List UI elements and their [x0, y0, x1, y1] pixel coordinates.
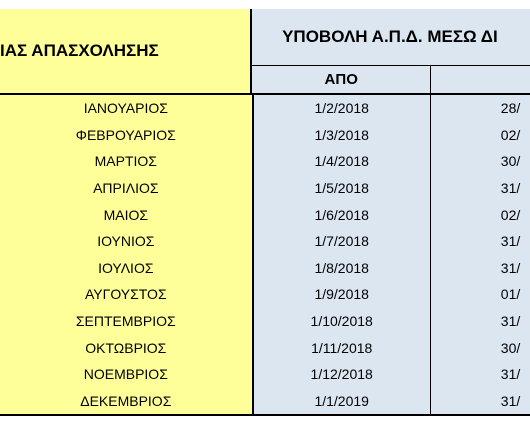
- month-cell[interactable]: ΙΑΝΟΥΑΡΙΟΣ: [0, 95, 253, 122]
- month-cell[interactable]: ΑΥΓΟΥΣΤΟΣ: [0, 281, 253, 308]
- to-date-cell[interactable]: 30/: [430, 148, 530, 175]
- from-date-cell[interactable]: 1/7/2018: [253, 228, 431, 255]
- from-date-cell[interactable]: 1/12/2018: [253, 361, 431, 388]
- table-row: [0, 175, 530, 202]
- month-cell[interactable]: ΑΠΡΙΛΙΟΣ: [0, 175, 253, 202]
- to-date-cell[interactable]: 31/: [430, 388, 530, 416]
- from-date-cell[interactable]: 1/5/2018: [253, 175, 431, 202]
- month-cell[interactable]: ΜΑΙΟΣ: [0, 201, 253, 228]
- month-cell[interactable]: ΙΟΥΝΙΟΣ: [0, 228, 253, 255]
- submission-schedule-table: [0, 9, 530, 95]
- month-cell[interactable]: ΣΕΠΤΕΜΒΡΙΟΣ: [0, 308, 253, 335]
- month-cell[interactable]: ΟΚΤΩΒΡΙΟΣ: [0, 334, 253, 361]
- table-row: [0, 122, 530, 149]
- month-cell[interactable]: ΜΑΡΤΙΟΣ: [0, 148, 253, 175]
- to-date-cell[interactable]: 30/: [430, 334, 530, 361]
- to-date-cell[interactable]: 31/: [430, 255, 530, 282]
- header-from[interactable]: [251, 66, 431, 95]
- to-date-cell[interactable]: 31/: [430, 308, 530, 335]
- to-date-cell[interactable]: 02/: [430, 201, 530, 228]
- to-date-cell[interactable]: 31/: [430, 228, 530, 255]
- from-date-cell[interactable]: 1/8/2018: [253, 255, 431, 282]
- spreadsheet-table-region: [0, 9, 530, 416]
- to-date-cell[interactable]: 02/: [430, 122, 530, 149]
- to-date-cell[interactable]: 28/: [430, 95, 530, 122]
- table-row: [0, 201, 530, 228]
- table-row: [0, 388, 530, 416]
- month-cell[interactable]: ΦΕΒΡΟΥΑΡΙΟΣ: [0, 122, 253, 149]
- table-row: [0, 361, 530, 388]
- header-to[interactable]: [431, 66, 530, 95]
- to-date-cell[interactable]: 31/: [430, 175, 530, 202]
- from-date-cell[interactable]: 1/3/2018: [253, 122, 431, 149]
- header-apd-submission[interactable]: [251, 9, 530, 66]
- from-date-cell[interactable]: 1/11/2018: [253, 334, 431, 361]
- header-employment-period-label: ΙΑΣ ΑΠΑΣΧΟΛΗΣΗΣ: [0, 41, 159, 60]
- table-row: [0, 334, 530, 361]
- from-date-cell[interactable]: 1/9/2018: [253, 281, 431, 308]
- table-row: [0, 228, 530, 255]
- header-employment-period[interactable]: [0, 9, 251, 94]
- table-row: [0, 148, 530, 175]
- from-date-cell[interactable]: 1/4/2018: [253, 148, 431, 175]
- header-apd-submission-label: ΥΠΟΒΟΛΗ Α.Π.Δ. ΜΕΣΩ ΔΙ: [282, 27, 498, 46]
- month-cell[interactable]: ΝΟΕΜΒΡΙΟΣ: [0, 361, 253, 388]
- table-row: [0, 95, 530, 122]
- to-date-cell[interactable]: 01/: [430, 281, 530, 308]
- header-from-label: ΑΠΟ: [324, 71, 358, 88]
- table-row: [0, 308, 530, 335]
- submission-schedule-rows: [0, 95, 530, 416]
- to-date-cell[interactable]: 31/: [430, 361, 530, 388]
- table-row: [0, 255, 530, 282]
- from-date-cell[interactable]: 1/1/2019: [253, 388, 431, 416]
- from-date-cell[interactable]: 1/10/2018: [253, 308, 431, 335]
- from-date-cell[interactable]: 1/2/2018: [253, 95, 431, 122]
- from-date-cell[interactable]: 1/6/2018: [253, 201, 431, 228]
- month-cell[interactable]: ΔΕΚΕΜΒΡΙΟΣ: [0, 388, 253, 416]
- table-row: [0, 281, 530, 308]
- month-cell[interactable]: ΙΟΥΛΙΟΣ: [0, 255, 253, 282]
